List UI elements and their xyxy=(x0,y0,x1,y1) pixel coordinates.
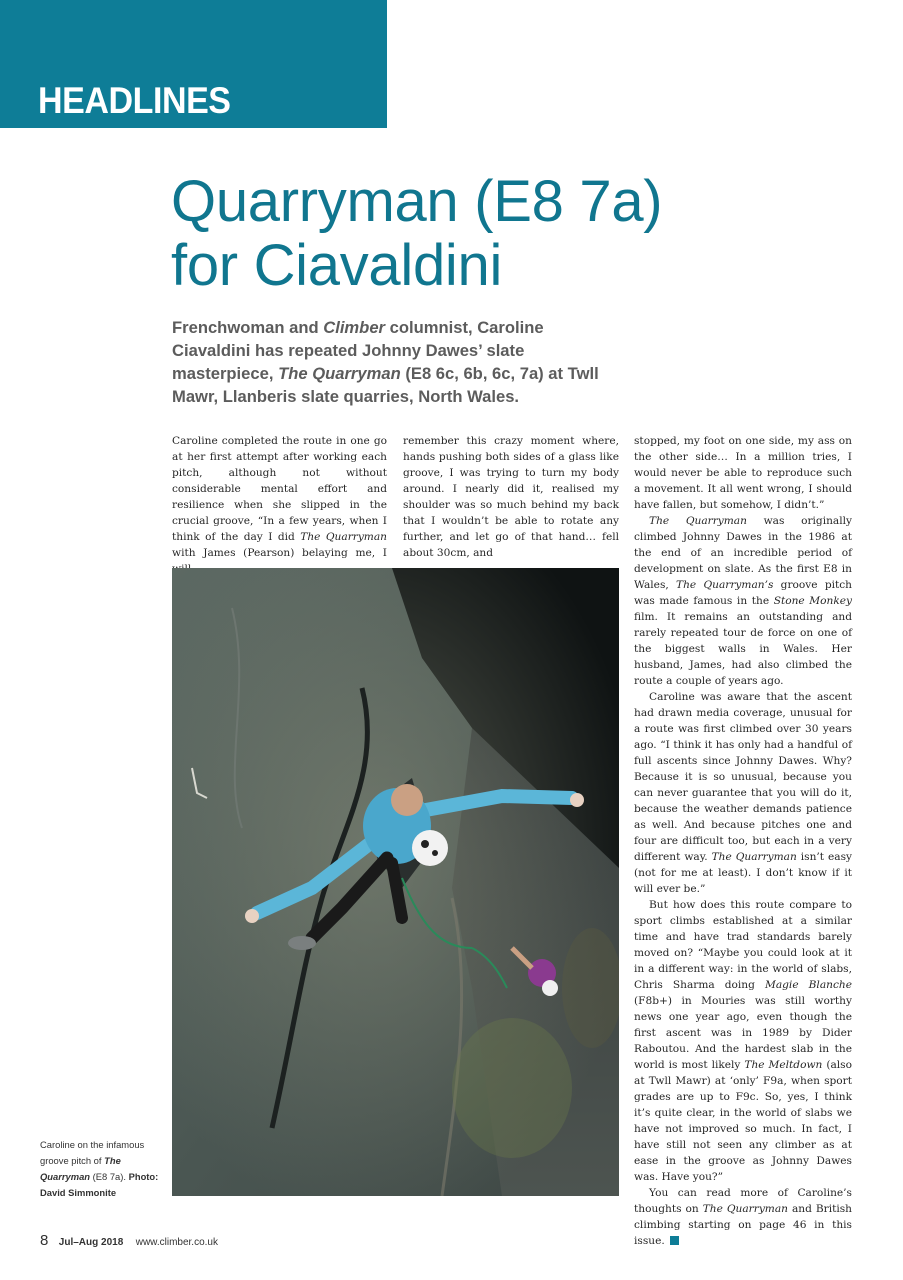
section-label: HEADLINES xyxy=(38,80,231,121)
standfirst-text: (E8 6c, 6b, 6c, 7a) at Twll Mawr, Llanberis slate quarries, North Wales. xyxy=(172,364,599,406)
route-name: Magie Blanche xyxy=(764,979,852,991)
route-name: The Quarryman xyxy=(649,515,747,527)
headline-line-1: Quarryman (E8 7a) xyxy=(171,169,663,234)
body-paragraph xyxy=(634,897,852,1185)
film-name: Stone Monkey xyxy=(773,595,852,607)
body-text: (F8b+) in Mouries was still worthy news one year ago, even though the first ascent was in 1989 by Dider Raboutou. And the hardest slab in the world is most likely xyxy=(634,995,852,1071)
body-text: Caroline was aware that the ascent had drawn media coverage, unusual for a route was first climbed over 30 years ago. “I think it has only had a handful of full ascents since Johnny Dawes. Why? Because it is so unusual, because you can never guarantee that you will do it, because the weather demands patience as well. And because pitches one and four are difficult too, but each in a very different way. xyxy=(634,691,852,863)
end-of-article-mark xyxy=(670,1236,679,1245)
body-paragraph xyxy=(172,433,387,577)
issue-date: Jul–Aug 2018 xyxy=(58,1237,124,1248)
route-name: The Quarryman xyxy=(300,531,387,543)
photo-caption xyxy=(40,1137,162,1201)
body-text: with James (Pearson) belaying me, I xyxy=(172,547,387,559)
body-text: You can read more of Caroline’s thoughts on xyxy=(634,1187,852,1215)
body-column-3 xyxy=(634,433,852,1249)
body-paragraph: remember this crazy moment where, hands pushing both sides of a glass like groove, I was trying to turn my body around. I nearly did it, realised my shoulder was so much behind my back that I wouldn’t be able to rotate any further, and let go of that hand… fell about 30cm, and xyxy=(403,435,619,559)
headline-line-2: for Ciavaldini xyxy=(171,233,503,298)
route-name: The Quarryman xyxy=(702,1203,788,1215)
body-paragraph xyxy=(634,513,852,689)
standfirst-text: columnist, Caroline Ciavaldini has repeated Johnny Dawes’ slate masterpiece, xyxy=(172,318,544,383)
body-text: was originally climbed Johnny Dawes in the 1986 at the end of an incredible period of development on slate. As the first E8 in Wales, xyxy=(634,515,852,591)
caption-text: Caroline on the infamous groove pitch of xyxy=(40,1139,145,1166)
route-name: The Meltdown xyxy=(744,1059,823,1071)
body-paragraph: stopped, my foot on one side, my ass on the other side… In a million tries, I would never be able to reproduce such a movement. It all went wrong, I should have fallen, but somehow, I didn’t.” xyxy=(634,435,852,511)
climbing-photo xyxy=(172,568,619,1196)
website-link[interactable]: www.climber.co.uk xyxy=(135,1237,218,1248)
section-banner xyxy=(0,0,387,128)
standfirst-route: The Quarryman xyxy=(278,364,401,383)
body-text: isn’t easy (not for me at least). I don’t know if it will ever be.” xyxy=(634,851,852,895)
caption-route: The Quarryman xyxy=(40,1155,121,1182)
article-headline xyxy=(171,170,851,298)
body-text: and British climbing starting on page 46 in this issue. xyxy=(634,1203,852,1247)
photo-credit: Photo: David Simmonite xyxy=(40,1171,159,1198)
body-text: (also at Twll Mawr) at ‘only’ F9a, when sport grades are up to F9c. So, yes, I think it’s quite clear, in the world of slabs we have not improved so much. In fact, I have still not seen any climber as at ease in the groove as Johnny Dawes was. Have you?” xyxy=(634,1059,852,1183)
body-text: But how does this route compare to sport climbs established at a similar time and have trad standards barely moved on? “Maybe you could look at it in a different way: in the world of slabs, Chris Sharma doing xyxy=(634,899,852,991)
standfirst xyxy=(172,316,622,408)
page-number: 8 xyxy=(40,1232,49,1249)
body-column-1 xyxy=(172,433,387,577)
caption-text: (E8 7a). xyxy=(90,1171,129,1182)
climbing-photo-illustration xyxy=(172,568,619,1196)
body-text: film. It remains an outstanding and rarely repeated tour de force on one of the biggest walls in Wales. Her husband, James, had also climbed the route a couple of years ago. xyxy=(634,611,852,687)
route-name: The Quarryman xyxy=(711,851,797,863)
standfirst-magazine: Climber xyxy=(323,318,385,337)
body-text: groove pitch was made famous in the xyxy=(634,579,852,607)
standfirst-text: Frenchwoman and xyxy=(172,318,324,337)
page-footer xyxy=(40,1232,218,1250)
body-paragraph xyxy=(634,689,852,897)
body-paragraph xyxy=(634,1185,852,1249)
body-column-2 xyxy=(403,433,619,561)
route-name: The Quarryman’s xyxy=(676,579,774,591)
body-text: Caroline completed the route in one go at her first attempt after working each pitch, although not without considerable mental effort and resilience when she slipped in the crucial groove, “In a few years, when I think of the day I did xyxy=(172,435,387,543)
